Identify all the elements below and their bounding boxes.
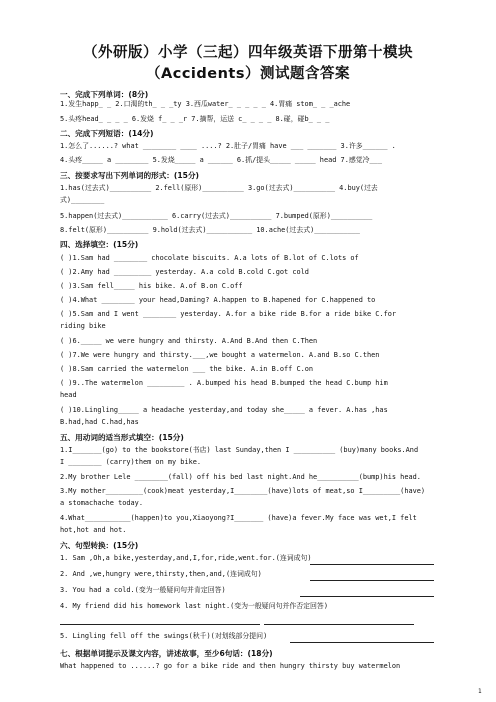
question-line: 4.What___________(happen)to you,Xiaoyong?I_______ (have)a fever.My face was wet,I felt	[60, 514, 417, 522]
question-line: riding bike	[60, 322, 106, 330]
question-line: 5. Lingling fell off the swings(秋千)(对划线部分提问)	[60, 632, 268, 640]
question-line: 1.发生happ_ _ 2.口渴的th_ _ _ty 3.西瓜water_ _ _ _ _ 4.胃痛 stom_ _ _ache	[60, 100, 351, 108]
question-line: 8.felt(原形)__________ 9.hold(过去式)___________ 10.ache(过去式)___________	[60, 226, 360, 234]
question-line: B.had,had C.had,has	[60, 418, 139, 426]
page-number: 1	[478, 688, 482, 695]
question-line: a stomachache today.	[60, 499, 143, 507]
question-line: head	[60, 391, 77, 399]
question-line: ( )4.What ________ your head,Daming? A.happen to B.hapened for C.happened to	[60, 296, 376, 304]
question-line: ( )9..The watermelon _________ . A.bumped his head B.bumped the head C.bump him	[60, 379, 388, 387]
question-line: 4.头疼_____ a ________ 5.发烧_____ a ______ 6.抓/提头_____ _____ head 7.感觉冷___	[60, 156, 382, 164]
section-heading-6: 六、句型转换：(15分)	[60, 541, 139, 550]
answer-line	[300, 596, 434, 597]
question-line: I ________ (carry)them on my bike.	[60, 458, 202, 466]
section-heading-3: 三、按要求写出下列单词的形式：(15分)	[60, 171, 200, 180]
question-line: 1.I_______(go) to the bookstore(书店) last Sunday,then I __________ (buy)many books.And	[60, 446, 419, 454]
answer-line	[310, 564, 434, 565]
section-heading-4: 四、选择填空：(15分)	[60, 240, 139, 249]
question-line: ( )10.Lingling_____ a headache yesterday,and today she_____ a fever. A.has ,has	[60, 406, 388, 414]
question-line: ( )2.Amy had _________ yesterday. A.a cold B.cold C.got cold	[60, 268, 309, 276]
word-hints-line: What happened to ......? go for a bike ride and then hungry thirsty buy watermelon	[60, 662, 401, 670]
question-line: 3. You had a cold.(变为一般疑问句并肯定回答)	[60, 586, 226, 594]
question-line: 1.has(过去式)__________ 2.fell(原形)__________ 3.go(过去式)__________ 4.buy(过去	[60, 184, 378, 192]
document-title-line-2: （Accidents）测试题含答案	[146, 66, 350, 82]
question-line: ( )5.Sam and I went ________ yesterday. A.for a bike ride B.for a ride bike C.for	[60, 310, 397, 318]
question-line: ( )8.Sam carried the watermelon ___ the bike. A.in B.off C.on	[60, 365, 314, 373]
question-line: 2.My brother Lele ________(fall) off his bed last night.And he__________(bump)his head.	[60, 473, 421, 481]
section-heading-1: 一、完成下列单词：(8分)	[60, 90, 149, 99]
question-line: 4. My friend did his homework last night.(变为一般疑问句并作否定回答)	[60, 602, 328, 610]
question-line: 5.happen(过去式)___________ 6.carry(过去式)__________ 7.bumped(原形)__________	[60, 212, 373, 220]
answer-line	[264, 624, 414, 625]
section-heading-5: 五、用动词的适当形式填空：(15分)	[60, 433, 184, 442]
document-title-line-1: （外研版）小学（三起）四年级英语下册第十模块	[83, 45, 413, 61]
question-line: 5.头疼head_ _ _ _ 6.发烧 f_ _ _r 7.摘帮，运送 c_ _ _ _ 8.碰，碰b_ _ _	[60, 115, 330, 123]
answer-line	[310, 580, 434, 581]
question-line: 2. And ,we,hungry were,thirsty,then,and,(连词成句)	[60, 570, 262, 578]
question-line: ( )3.Sam fell_____ his bike. A.of B.on C.off	[60, 282, 243, 290]
question-line: 3.My mother_________(cook)meat yesterday,I________(have)lots of meat,so I_________(have)	[60, 487, 426, 495]
question-line: ( )1.Sam had ________ chocolate biscuits. A.a lots of B.lot of C.lots of	[60, 254, 359, 262]
question-line: hot,hot and hot.	[60, 526, 127, 534]
answer-line	[290, 642, 434, 643]
question-line: 1.怎么了......? what ________ ____ ....? 2.肚子/胃痛 have ___ _______ 3.许多______ .	[60, 142, 396, 150]
question-line: 式)________	[60, 196, 105, 204]
question-line: ( )6._____ we were hungry and thirsty. A.And B.And then C.Then	[60, 337, 318, 345]
section-heading-2: 二、完成下列短语：(14分)	[60, 129, 154, 138]
section-heading-7: 七、根据单词提示及课文内容，讲述故事，至少6句话：(18分)	[60, 649, 273, 658]
answer-line	[60, 624, 260, 625]
question-line: ( )7.We were hungry and thirsty.___,we bought a watermelon. A.and B.so C.then	[60, 351, 380, 359]
question-line: 1. Sam ,Oh,a bike,yesterday,and,I,for,ride,went.for.(连词成句)	[60, 554, 312, 562]
